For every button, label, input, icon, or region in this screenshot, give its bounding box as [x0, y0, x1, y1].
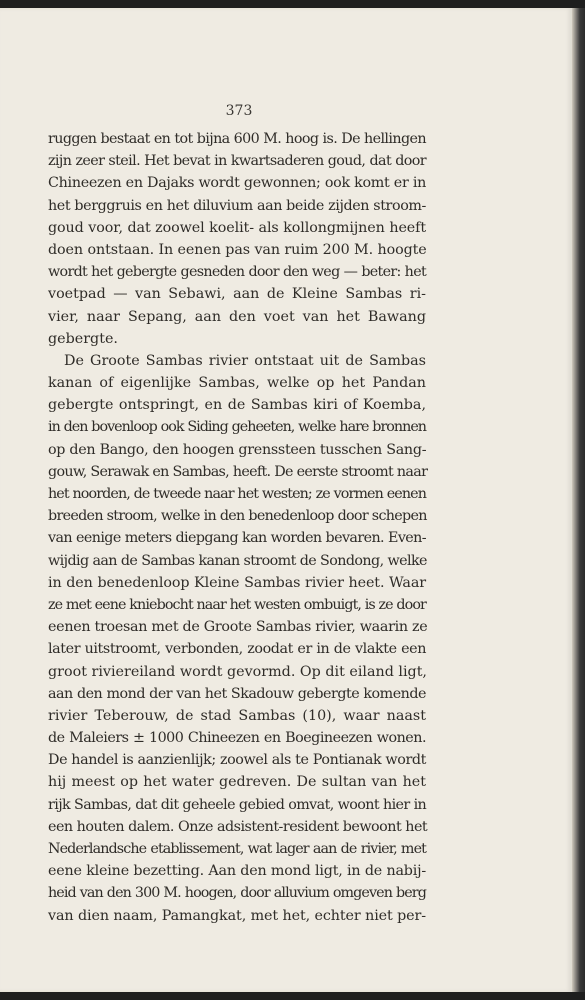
text-line: wijdig aan de Sambas kanan stroomt de Sondong, welke — [48, 552, 427, 569]
text-line: rijk Sambas, dat dit geheele gebied omvat, woont hier in — [48, 796, 427, 813]
scan-top-border — [0, 0, 585, 8]
page-number: 373 — [225, 103, 253, 119]
text-line: vier, naar Sepang, aan den voet van het Bawang — [48, 308, 426, 325]
text-line: in den bovenloop ook Siding geheeten, welke hare bronnen — [48, 419, 426, 436]
text-line: aan den mond der van het Skadouw gebergte komende — [48, 685, 426, 702]
text-line: een houten dalem. Onze adsistent-resident bewoont het — [48, 818, 428, 835]
text-line: ruggen bestaat en tot bijna 600 M. hoog is. De hellingen — [48, 131, 426, 147]
text-line: hij meest op het water gedreven. De sultan van het — [48, 774, 426, 791]
text-line: goud voor, dat zoowel koelit- als kollongmijnen heeft — [48, 219, 426, 236]
text-line: breeden stroom, welke in den benedenloop door schepen — [48, 508, 427, 525]
text-line: het noorden, de tweede naar het westen; ze vormen eenen — [48, 486, 426, 502]
text-line: in den benedenloop Kleine Sambas rivier heet. Waar — [48, 574, 426, 591]
text-line: De handel is aanzienlijk; zoowel als te Pontianak wordt — [48, 752, 426, 769]
scan-bottom-border — [0, 992, 585, 1000]
text-line: Chineezen en Dajaks wordt gewonnen; ook komt er in — [48, 175, 426, 192]
text-line: gebergte ontspringt, en de Sambas kiri of Koemba, — [48, 397, 426, 414]
text-line: zijn zeer steil. Het bevat in kwartsaderen goud, dat door — [48, 153, 426, 170]
text-line: gebergte. — [48, 330, 118, 347]
text-line: voetpad — van Sebawi, aan de Kleine Sambas ri- — [48, 286, 426, 303]
text-line: het berggruis en het diluvium aan beide zijden stroom- — [48, 197, 426, 214]
text-line: wordt het gebergte gesneden door den weg — beter: het — [48, 264, 426, 281]
text-line: Nederlandsche etablissement, wat lager aan de rivier, met — [48, 841, 426, 857]
text-line: De Groote Sambas rivier ontstaat uit de Sambas — [64, 352, 426, 369]
text-line: rivier Teberouw, de stad Sambas (10), waar naast — [48, 707, 426, 724]
text-line: ze met eene kniebocht naar het westen ombuigt, is ze door — [48, 596, 426, 613]
page-edge-shadow — [572, 8, 585, 992]
text-line: gouw, Serawak en Sambas, heeft. De eerste stroomt naar — [48, 463, 428, 480]
text-line: op den Bango, den hoogen grenssteen tusschen Sang- — [48, 441, 427, 458]
text-line: later uitstroomt, verbonden, zoodat er in de vlakte een — [48, 641, 426, 658]
text-line: groot riviereiland wordt gevormd. Op dit eiland ligt, — [48, 663, 427, 680]
text-line: eene kleine bezetting. Aan den mond ligt, in de nabij- — [48, 863, 426, 880]
text-line: heid van den 300 M. hoogen, door alluvium omgeven berg — [48, 885, 426, 902]
text-line: eenen troesan met de Groote Sambas rivier, waarin ze — [48, 619, 428, 636]
text-line: van dien naam, Pamangkat, met het, echter niet per- — [48, 907, 426, 924]
body-text — [48, 128, 426, 927]
text-line: kanan of eigenlijke Sambas, welke op het Pandan — [48, 375, 426, 392]
text-line: doen ontstaan. In eenen pas van ruim 200 M. hoogte — [48, 241, 427, 258]
text-line: de Maleiers ± 1000 Chineezen en Boegineezen wonen. — [48, 730, 426, 747]
text-line: van eenige meters diepgang kan worden bevaren. Even- — [48, 530, 426, 547]
